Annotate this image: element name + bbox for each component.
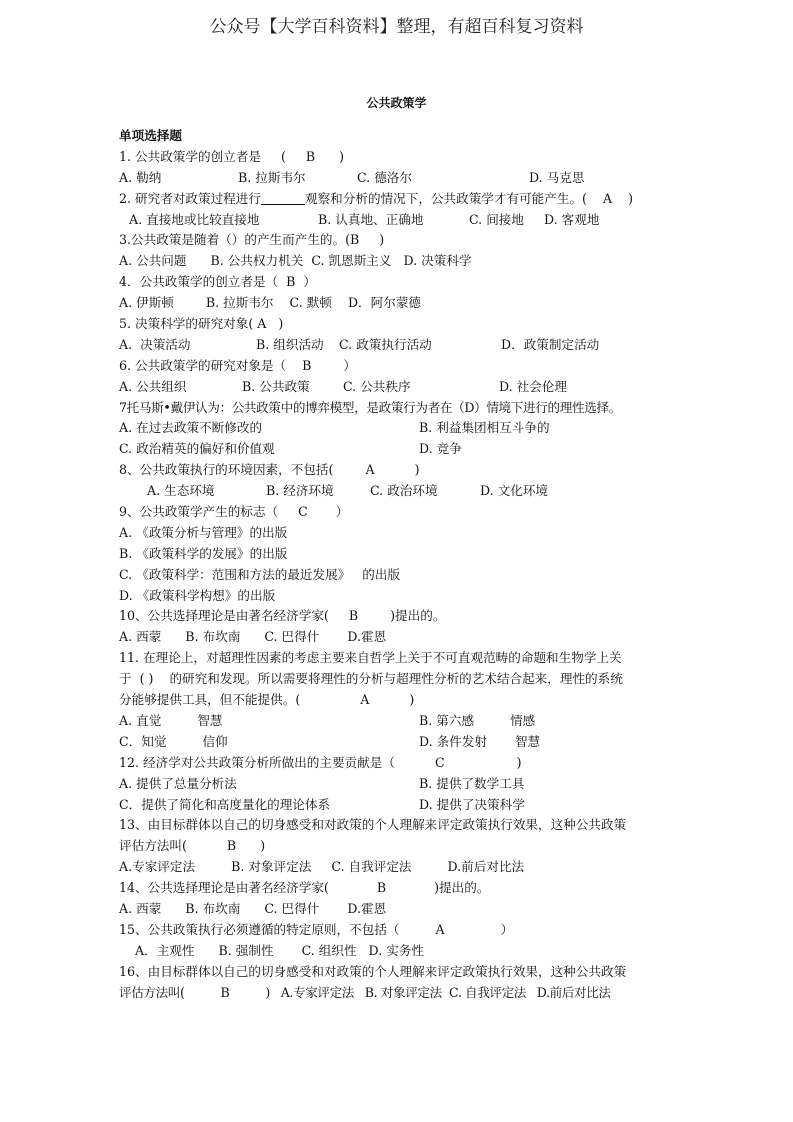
question-14: 14、公共选择理论是由著名经济学家( B )提出的。 [119,880,490,896]
option-b: B. 经济环境 [266,483,334,499]
question-10: 10、公共选择理论是由著名经济学家( B )提出的。 [119,608,446,624]
option-b: B. 公共政策 [242,378,310,394]
option-a: A. 直觉 智慧 [119,712,223,728]
question-11-line-1: 11. 在理论上，对超理性因素的考虑主要来自哲学上关于不可直观范畴的命题和生物学上关 [119,650,622,666]
question-6: 6. 公共政策学的研究对象是（ B ） [119,357,357,373]
question-11-line-3: 分能够提供工具，但不能提供。( A ) [119,692,415,708]
options-7b [119,439,689,460]
option-a: A. 在过去政策不断修改的 [119,420,263,436]
option-c: C. 政治环境 [370,483,438,499]
section-heading: 单项选择题 [119,128,182,143]
option-b: B. 认真地、正确地 [318,211,424,227]
option-d: D．政策制定活动 [501,336,600,352]
option-b: B. 拉斯韦尔 [238,169,306,185]
options-3: A. 公共问题 B. 公共权力机关 C. 凯恩斯主义 D. 决策科学 [119,253,472,269]
question-5: 5. 决策科学的研究对象( A ) [119,316,284,332]
options-15: A．主观性 B. 强制性 C. 组织性 D. 实务性 [119,942,424,958]
option-a: A. 决策活动 [119,336,191,352]
question-15: 15、公共政策执行必须遵循的特定原则，不包括（ A ） [119,921,514,937]
option-c: C. 政治精英的偏好和价值观 [119,441,275,457]
option-c: C. 德洛尔 [357,169,412,185]
option-d: D. 条件发射 智慧 [419,733,541,749]
option-b: B. 组织活动 [256,336,324,352]
option-d: D. 文化环境 [480,483,549,499]
options-12a [119,774,689,795]
options-10: A. 西蒙 B. 布坎南 C. 巴得什 D.霍恩 [119,629,387,645]
option-c: C. 《政策科学：范围和方法的最近发展》 的出版 [119,566,401,582]
answer-blank [261,190,305,205]
option-b: B. 《政策科学的发展》的出版 [119,545,288,561]
option-d: D. 《政策科学构想》的出版 [119,587,276,603]
question-12: 12. 经济学对公共政策分析所做出的主要贡献是（ C ) [119,754,522,770]
question-9: 9、公共政策学产生的标志（ C ） [119,504,349,520]
option-a: A. 勒纳 [119,169,162,185]
options-7a [119,418,689,439]
question-1: 1. 公共政策学的创立者是 ( B ) [119,148,345,164]
question-3: 3.公共政策是随着（）的产生而产生的。(B ) [119,232,385,248]
question-2-stem-end: 观察和分析的情况下，公共政策学才有可能产生。( A ) [304,190,633,206]
option-c: C．知觉 信仰 [119,733,228,749]
option-a: A. 生态环境 [147,483,215,499]
option-a: A. 公共组织 [119,378,187,394]
question-13-line-1: 13、由目标群体以自己的切身感受和对政策的个人理解来评定政策执行效果，这种公共政策 [119,817,627,833]
options-2 [119,210,689,231]
question-13-line-2: 评估方法叫( B ) [119,838,266,854]
question-16-line-2: 评估方法叫( B ) A.专家评定法 B. 对象评定法 C. 自我评定法 D.前后对比法 [119,984,611,1000]
options-11b [119,732,689,753]
question-list [119,126,689,1003]
option-a: A. 直接地或比较直接地 [129,211,260,227]
option-d: D. 马克思 [529,169,585,185]
option-b: B. 提供了数学工具 [419,775,525,791]
options-6 [119,377,689,398]
question-8: 8、公共政策执行的环境因素，不包括( A ) [119,462,420,478]
options-13: A.专家评定法 B. 对象评定法 C. 自我评定法 D.前后对比法 [119,859,525,875]
question-4: 4．公共政策学的创立者是（ B ） [119,274,316,290]
option-d: D. 社会伦理 [499,378,568,394]
options-5 [119,335,689,356]
options-14: A. 西蒙 B. 布坎南 C. 巴得什 D.霍恩 [119,900,387,916]
question-16-line-1: 16、由目标群体以自己的切身感受和对政策的个人理解来评定政策执行效果，这种公共政策 [119,963,627,979]
question-11-line-2: 于 ( ) 的研究和发现。所以需要将理性的分析与超理性分析的艺术结合起来，理性的系统 [119,671,623,687]
options-12b [119,795,689,816]
option-b: B. 利益集团相互斗争的 [419,420,550,436]
options-4: A. 伊斯顿 B. 拉斯韦尔 C. 默顿 D．阿尔蒙德 [119,295,422,311]
question-7: 7托马斯•戴伊认为：公共政策中的博弈模型，是政策行为者在（D）情境下进行的理性选择。 [119,399,621,415]
option-b: B. 第六感 情感 [419,712,536,728]
option-c: C．提供了简化和高度量化的理论体系 [119,796,331,812]
option-a: A. 《政策分析与管理》的出版 [119,524,288,540]
options-1 [119,168,689,189]
document-title: 公共政策学 [366,96,427,110]
option-c: C. 间接地 [469,211,524,227]
options-8 [119,481,689,502]
question-2-stem-start: 2. 研究者对政策过程进行 [119,190,261,206]
page-header: 公众号【大学百科资料】整理，有超百科复习资料 [209,17,584,37]
option-d: D. 竞争 [419,441,462,457]
question-2 [119,189,689,210]
option-a: A. 提供了总量分析法 [119,775,237,791]
option-d: D. 提供了决策科学 [419,796,525,812]
option-d: D. 客观地 [544,211,600,227]
options-11a [119,711,689,732]
option-c: C. 政策执行活动 [339,336,432,352]
option-c: C. 公共秩序 [343,378,411,394]
